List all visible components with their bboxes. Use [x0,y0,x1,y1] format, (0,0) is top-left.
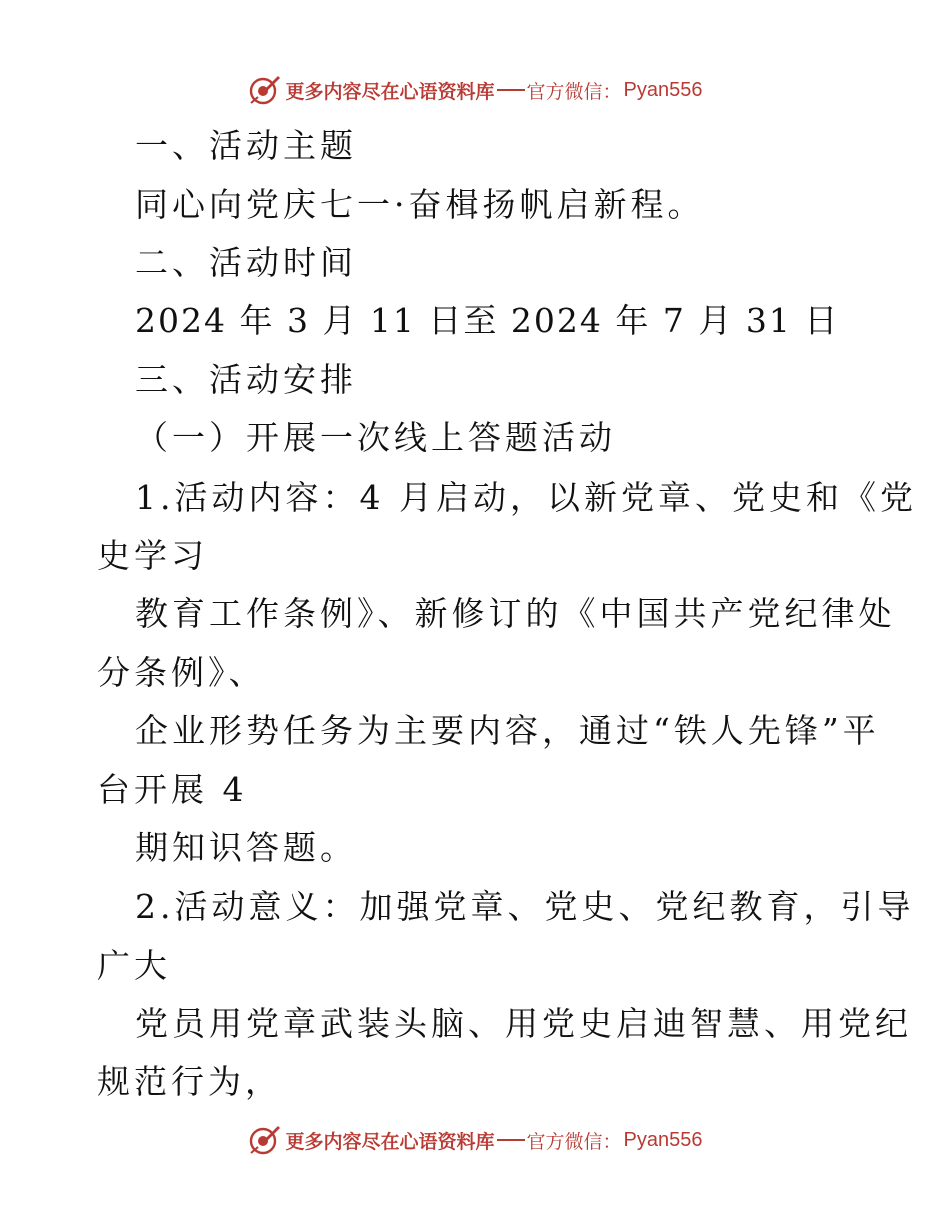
heading-time: 二、活动时间 [135,243,357,282]
paragraph-line: 广大 [97,946,171,985]
watermark-dash [497,1139,525,1141]
watermark-wechat-id: Pyan556 [623,1128,703,1151]
paragraph-line: 期知识答题。 [135,828,357,867]
paragraph-line: 规范行为， [97,1062,282,1101]
paragraph-line: 2.活动意义：加强党章、党史、党纪教育，引导 [135,887,915,926]
watermark-brand: 更多内容尽在心语资料库 [285,80,495,103]
heading-arrangement: 三、活动安排 [135,360,357,399]
paragraph-line: 台开展 4 [97,770,248,809]
paragraph-line: 党员用党章武装头脑、用党史启迪智慧、用党纪 [135,1004,912,1043]
watermark-wechat-label: 官方微信： [526,1130,622,1153]
pen-logo-icon [248,1123,282,1157]
heading-theme: 一、活动主题 [135,126,357,165]
paragraph-line: 1.活动内容：4 月启动，以新党章、党史和《党 [135,478,917,517]
watermark-dash [497,89,525,91]
paragraph-line: 史学习 [97,536,208,575]
paragraph-line: 分条例》、 [97,653,266,692]
header-watermark [0,70,950,110]
watermark-wechat-id: Pyan556 [623,78,703,101]
paragraph-time: 2024 年 3 月 11 日至 2024 年 7 月 31 日 [135,301,840,340]
subheading-online-quiz: （一）开展一次线上答题活动 [135,418,616,457]
pen-logo-icon [248,73,282,107]
paragraph-theme: 同心向党庆七一·奋楫扬帆启新程。 [135,185,705,224]
watermark-brand: 更多内容尽在心语资料库 [285,1130,495,1153]
paragraph-line: 教育工作条例》、新修订的《中国共产党纪律处 [135,594,896,633]
watermark-wechat-label: 官方微信： [526,80,622,103]
paragraph-line: 企业形势任务为主要内容，通过“铁人先锋”平 [135,711,880,750]
footer-watermark [0,1120,950,1160]
